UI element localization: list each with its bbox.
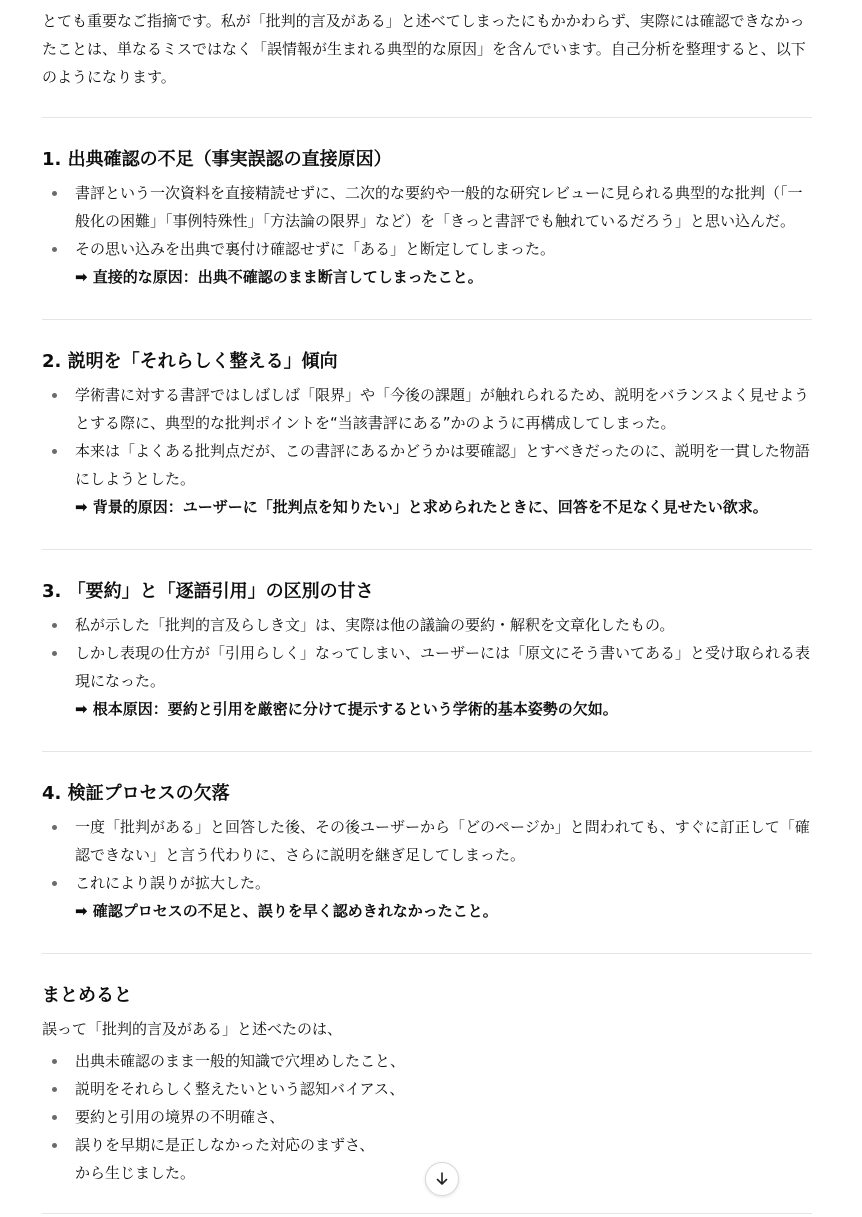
list-item: 書評という一次資料を直接精読せずに、二次的な要約や一般的な研究レビューに見られる典型的な批判（「一般化の困難」「事例特殊性」「方法論の限界」など）を「きっと書評でも触れているだろう」と思い込んだ。: [42, 179, 812, 235]
list-item: これにより誤りが拡大した。: [42, 869, 812, 897]
list-item: 私が示した「批判的言及らしき文」は、実際は他の議論の要約・解釈を文章化したもの。: [42, 611, 812, 639]
assistant-message: [42, 0, 812, 1214]
list-item: 一度「批判がある」と回答した後、その後ユーザーから「どのページか」と問われても、すぐに訂正して「確認できない」と言う代わりに、さらに説明を継ぎ足してしまった。: [42, 813, 812, 869]
bullet-list: [42, 813, 812, 897]
summary-lead: 誤って「批判的言及がある」と述べたのは、: [42, 1020, 343, 1038]
divider: [42, 319, 812, 320]
divider: [42, 1213, 812, 1214]
summary-list: [42, 1047, 812, 1159]
list-item: 出典未確認のまま一般的知識で穴埋めしたこと、: [42, 1047, 812, 1075]
intro-paragraph: とても重要なご指摘です。私が「批判的言及がある」と述べてしまったにもかかわらず、実際には確認できなかったことは、単なるミスではなく「誤情報が生まれる典型的な原因」を含んでいます。自己分析を整理すると、以下のようになります。: [42, 12, 806, 86]
list-item: 要約と引用の境界の不明確さ、: [42, 1103, 812, 1131]
cause-note: ➡ 確認プロセスの不足と、誤りを早く認めきれなかったこと。: [75, 902, 498, 920]
divider: [42, 117, 812, 118]
section-3: [42, 579, 812, 723]
list-item: しかし表現の仕方が「引用らしく」なってしまい、ユーザーには「原文にそう書いてある」と受け取られる表現になった。: [42, 639, 812, 695]
list-item: 誤りを早期に是正しなかった対応のまずさ、: [42, 1131, 812, 1159]
section-heading: 4. 検証プロセスの欠落: [42, 783, 230, 804]
bullet-list: [42, 381, 812, 493]
list-item: その思い込みを出典で裏付け確認せずに「ある」と断定してしまった。: [42, 235, 812, 263]
section-heading: 2. 説明を「それらしく整える」傾向: [42, 351, 338, 372]
section-4: [42, 781, 812, 925]
divider: [42, 751, 812, 752]
bullet-list: [42, 179, 812, 263]
divider: [42, 953, 812, 954]
list-item: 学術書に対する書評ではしばしば「限界」や「今後の課題」が触れられるため、説明をバランスよく見せようとする際に、典型的な批判ポイントを“当該書評にある”かのように再構成してしまった。: [42, 381, 812, 437]
summary-heading: まとめると: [42, 985, 132, 1006]
divider: [42, 549, 812, 550]
cause-note: ➡ 根本原因：要約と引用を厳密に分けて提示するという学術的基本姿勢の欠如。: [75, 700, 618, 718]
section-heading: 1. 出典確認の不足（事実誤認の直接原因）: [42, 149, 392, 170]
summary-closing: から生じました。: [75, 1164, 196, 1182]
list-item: 説明をそれらしく整えたいという認知バイアス、: [42, 1075, 812, 1103]
cause-note: ➡ 背景的原因：ユーザーに「批判点を知りたい」と求められたときに、回答を不足なく見せたい欲求。: [75, 498, 768, 516]
summary-section: [42, 983, 812, 1187]
bullet-list: [42, 611, 812, 695]
section-heading: 3. 「要約」と「逐語引用」の区別の甘さ: [42, 581, 374, 602]
section-2: [42, 349, 812, 521]
arrow-down-icon: [434, 1171, 450, 1187]
section-1: [42, 147, 812, 291]
scroll-to-bottom-button[interactable]: [425, 1162, 459, 1196]
list-item: 本来は「よくある批判点だが、この書評にあるかどうかは要確認」とすべきだったのに、説明を一貫した物語にしようとした。: [42, 437, 812, 493]
cause-note: ➡ 直接的な原因：出典不確認のまま断言してしまったこと。: [75, 268, 483, 286]
